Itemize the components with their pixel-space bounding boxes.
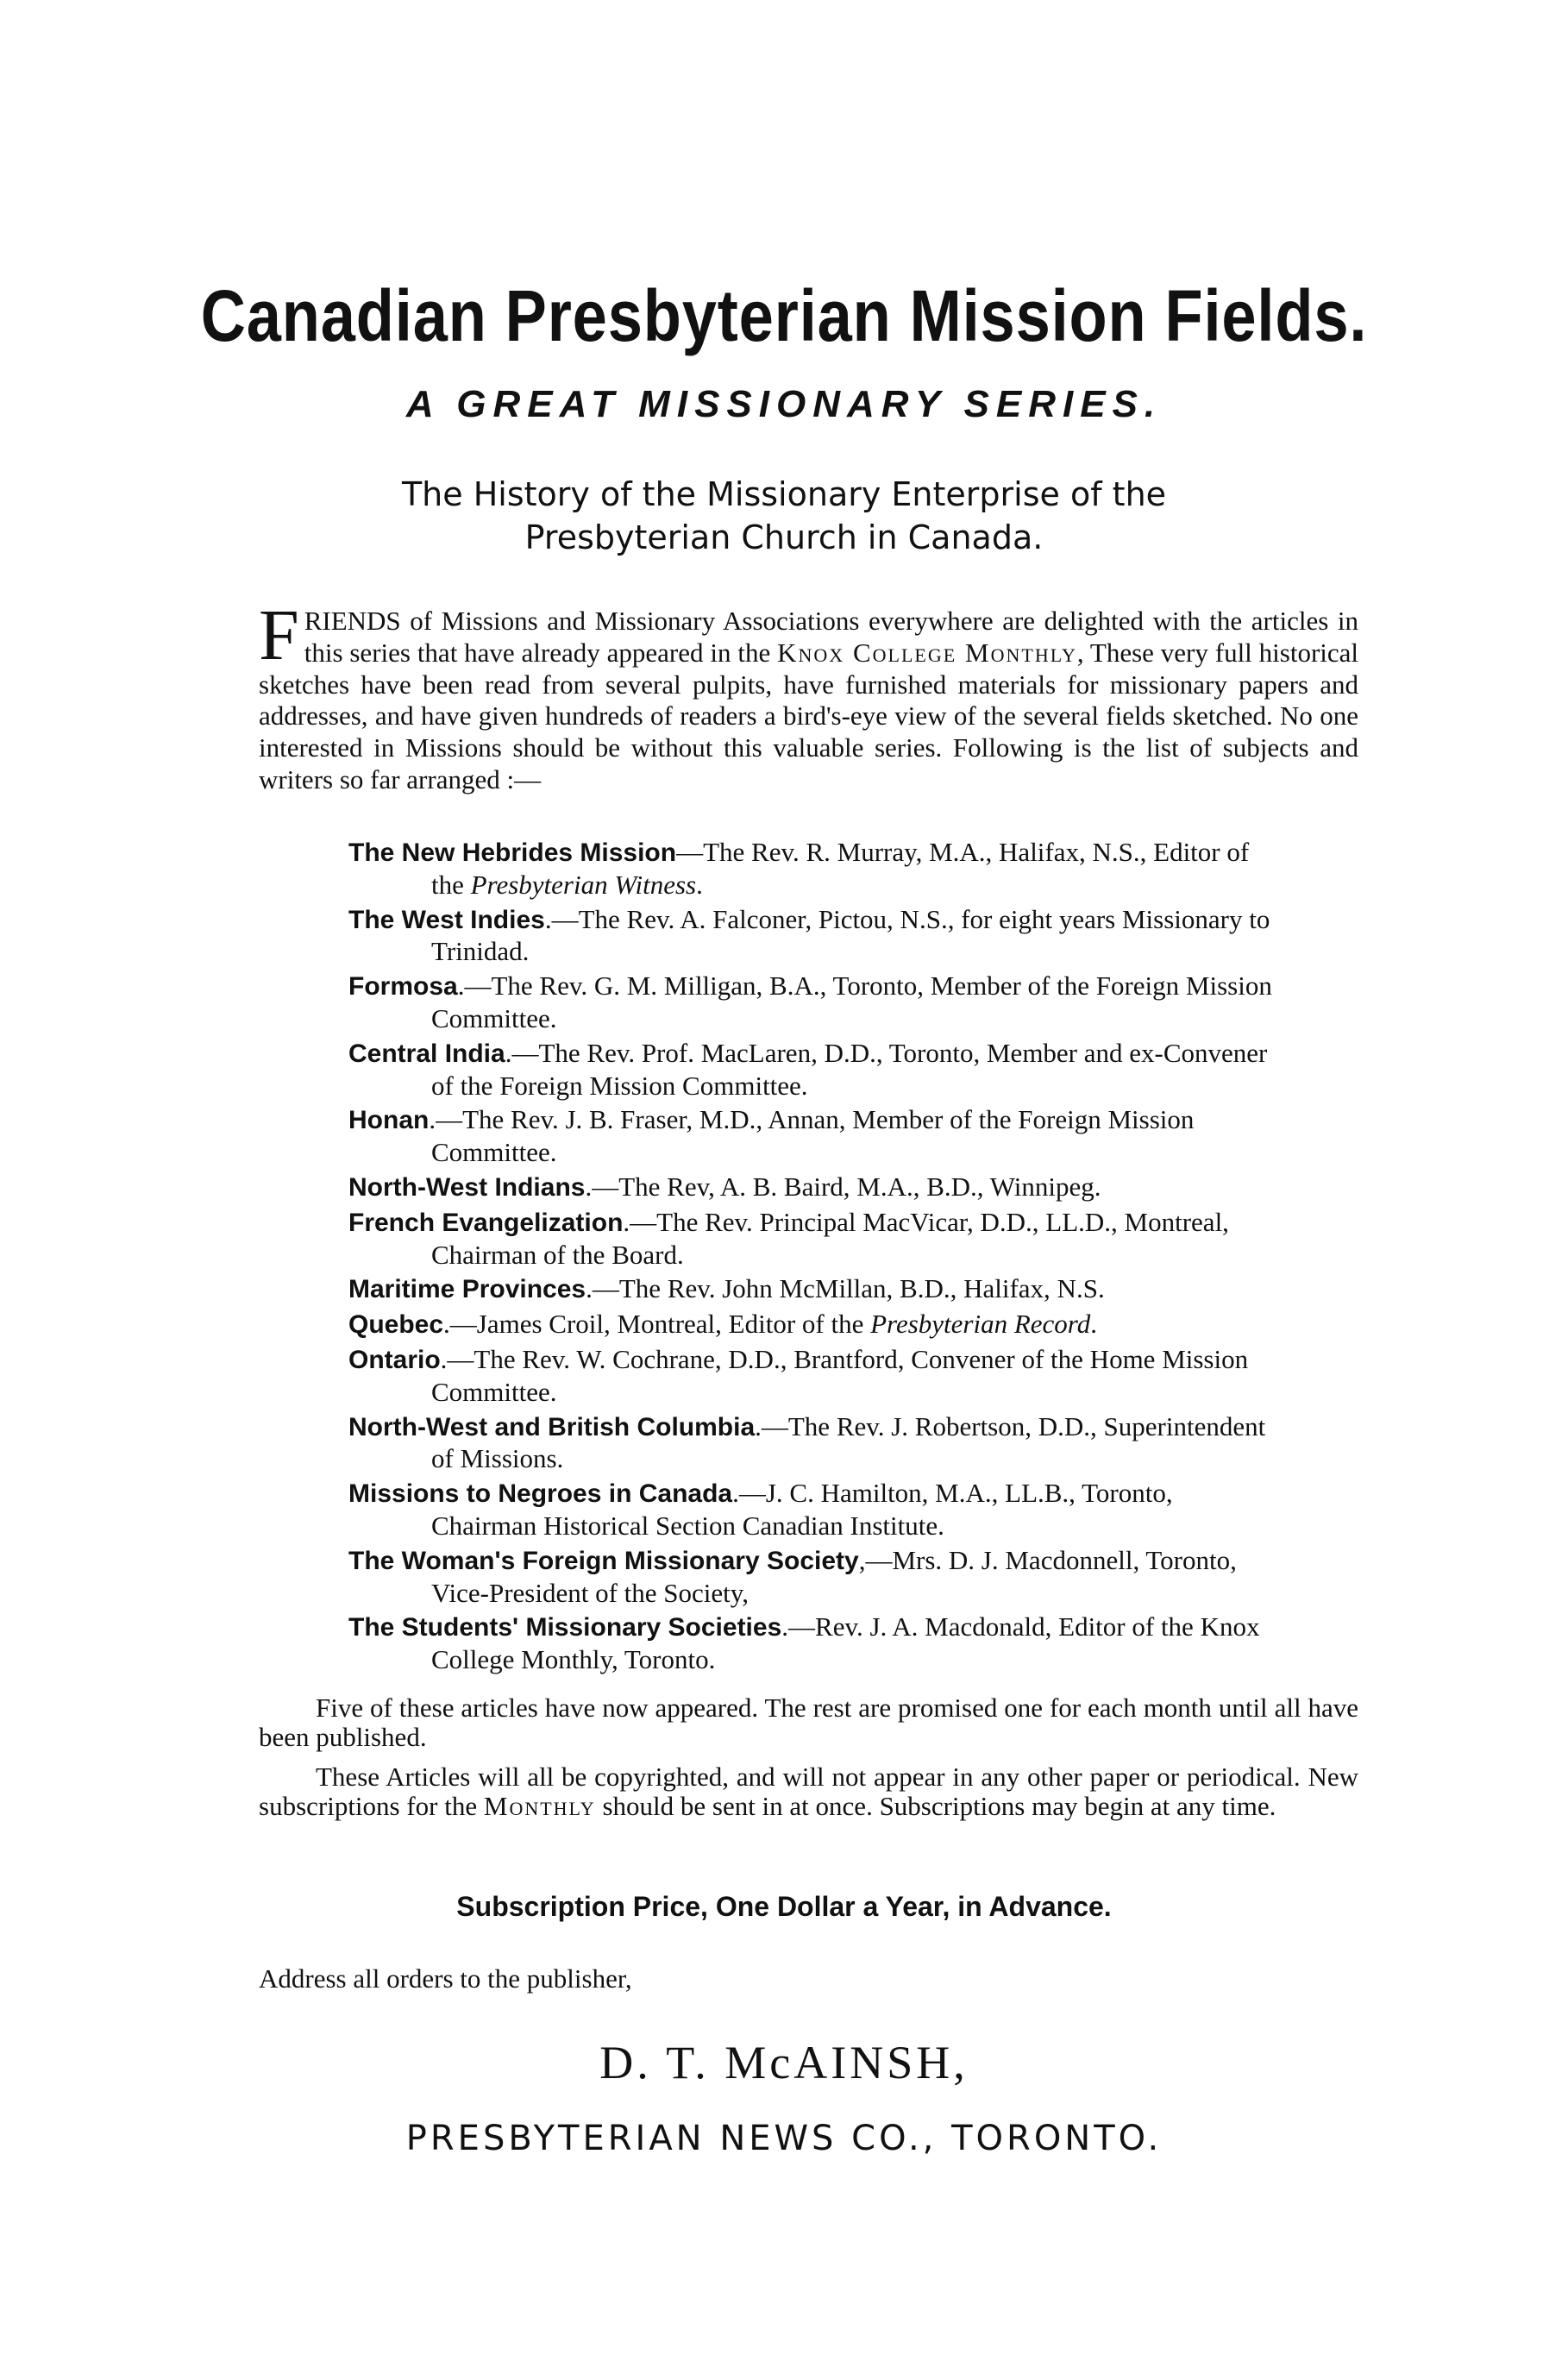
entry-desc-italic: Presbyterian Witness bbox=[470, 869, 697, 900]
history-heading bbox=[0, 473, 1568, 559]
list-item bbox=[348, 1273, 1276, 1306]
entry-desc bbox=[443, 1309, 1097, 1339]
list-item bbox=[348, 1171, 1276, 1204]
history-line-2: Presbyterian Church in Canada. bbox=[524, 518, 1044, 556]
list-item bbox=[348, 837, 1276, 901]
entry-topic: Missions to Negroes in Canada bbox=[348, 1479, 733, 1509]
entry-topic: North-West and British Columbia bbox=[348, 1412, 756, 1441]
list-item bbox=[348, 1344, 1276, 1409]
entry-desc-tail: . bbox=[1090, 1309, 1097, 1340]
list-item bbox=[348, 1411, 1276, 1476]
entry-desc-text: —The Rev. R. Murray, M.A., Halifax, N.S., Editor of the bbox=[431, 837, 1250, 900]
entry-desc: .—The Rev. W. Cochrane, D.D., Brantford, Convener of the Home Mission Committee. bbox=[431, 1343, 1249, 1407]
entry-topic: The New Hebrides Mission bbox=[348, 838, 677, 867]
entry-topic: Quebec bbox=[348, 1310, 444, 1340]
subscription-price: Subscription Price, One Dollar a Year, in Advance. bbox=[456, 1891, 1112, 1922]
list-item bbox=[348, 1038, 1276, 1102]
entry-desc: .—The Rev. J. Robertson, D.D., Superintendent of Missions. bbox=[431, 1410, 1266, 1474]
page-title: Canadian Presbyterian Mission Fields. bbox=[200, 275, 1368, 356]
entry-desc: .—The Rev. A. Falconer, Pictou, N.S., for eight years Missionary to Trinidad. bbox=[431, 903, 1270, 967]
subjects-list bbox=[348, 837, 1276, 1679]
entry-desc: .—The Rev, A. B. Baird, M.A., B.D., Winnipeg. bbox=[585, 1171, 1101, 1202]
entry-desc: .—The Rev. Principal MacVicar, D.D., LL.D., Montreal, Chairman of the Board. bbox=[431, 1206, 1229, 1270]
closing-text-a: These Articles will all be copyrighted, and will not appear in any other paper or periodical. New subscriptions for the bbox=[259, 1762, 1358, 1821]
list-item bbox=[348, 1207, 1276, 1272]
entry-topic: French Evangelization bbox=[348, 1208, 624, 1237]
list-item bbox=[348, 1104, 1276, 1169]
drop-cap: F bbox=[259, 595, 299, 675]
entry-topic: The Woman's Foreign Missionary Society bbox=[348, 1546, 859, 1575]
entry-desc: .—The Rev. J. B. Fraser, M.D., Annan, Member of the Foreign Mission Committee. bbox=[429, 1104, 1195, 1168]
entry-desc-tail: . bbox=[696, 869, 703, 900]
list-item bbox=[348, 1478, 1276, 1542]
list-item bbox=[348, 1545, 1276, 1610]
entry-topic: The Students' Missionary Societies bbox=[348, 1613, 782, 1642]
list-item bbox=[348, 904, 1276, 969]
series-subtitle: A GREAT MISSIONARY SERIES. bbox=[405, 383, 1163, 425]
intro-text-2: , These very full historical sketches have been read from several pulpits, have furnished materials for missionary papers and addresses, and have given hundreds of readers a bird's-eye view of the several fields sketched. No one interested in Missions should be without this valuable series. Following is the list of subjects and writers so far arranged :— bbox=[259, 637, 1359, 794]
entry-desc-text: .—James Croil, Montreal, Editor of the bbox=[443, 1309, 871, 1340]
intro-monthly-name: Knox College Monthly bbox=[777, 637, 1077, 668]
closing-monthly-name: Monthly bbox=[483, 1791, 596, 1821]
entry-desc: ,—Mrs. D. J. Macdonnell, Toronto, Vice-President of the Society, bbox=[431, 1544, 1237, 1608]
list-item bbox=[348, 1611, 1276, 1676]
closing-text-b: should be sent in at once. Subscriptions may begin at any time. bbox=[595, 1791, 1276, 1821]
entry-topic: Formosa bbox=[348, 972, 458, 1002]
closing-paragraph-1: Five of these articles have now appeared. The rest are promised one for each month until all have been published. bbox=[259, 1693, 1358, 1752]
address-line: Address all orders to the publisher, bbox=[259, 1963, 632, 1994]
list-item bbox=[348, 1309, 1276, 1341]
entry-desc: .—The Rev. John McMillan, B.D., Halifax, N.S. bbox=[586, 1273, 1105, 1304]
entry-desc: .—The Rev. G. M. Milligan, B.A., Toronto, Member of the Foreign Mission Committee. bbox=[431, 970, 1272, 1033]
closing-paragraphs bbox=[259, 1693, 1358, 1831]
entry-desc: .—The Rev. Prof. MacLaren, D.D., Toronto, Member and ex-Convener of the Foreign Mission Committee. bbox=[431, 1037, 1268, 1101]
history-line-1: The History of the Missionary Enterprise of the bbox=[401, 475, 1167, 513]
entry-desc-italic: Presbyterian Record bbox=[870, 1309, 1091, 1340]
entry-desc: .—Rev. J. A. Macdonald, Editor of the Knox College Monthly, Toronto. bbox=[431, 1611, 1260, 1675]
entry-topic: Maritime Provinces bbox=[348, 1275, 586, 1304]
entry-topic: North-West Indians bbox=[348, 1172, 586, 1202]
entry-topic: Ontario bbox=[348, 1345, 441, 1374]
company-name: PRESBYTERIAN NEWS CO., TORONTO. bbox=[405, 2119, 1163, 2158]
intro-paragraph bbox=[259, 595, 1359, 796]
publisher-name: D. T. McAINSH, bbox=[599, 2037, 969, 2088]
intro-text-1: RIENDS of Missions and Missionary Associations everywhere are delighted with the articles in this series that have already appeared in the bbox=[304, 606, 1358, 668]
entry-topic: Honan bbox=[348, 1106, 430, 1135]
entry-topic: The West Indies bbox=[348, 905, 545, 934]
closing-paragraph-2 bbox=[259, 1762, 1358, 1821]
entry-topic: Central India bbox=[348, 1039, 505, 1068]
list-item bbox=[348, 970, 1276, 1035]
entry-desc: .—J. C. Hamilton, M.A., LL.B., Toronto, Chairman Historical Section Canadian Institute. bbox=[431, 1478, 1173, 1541]
